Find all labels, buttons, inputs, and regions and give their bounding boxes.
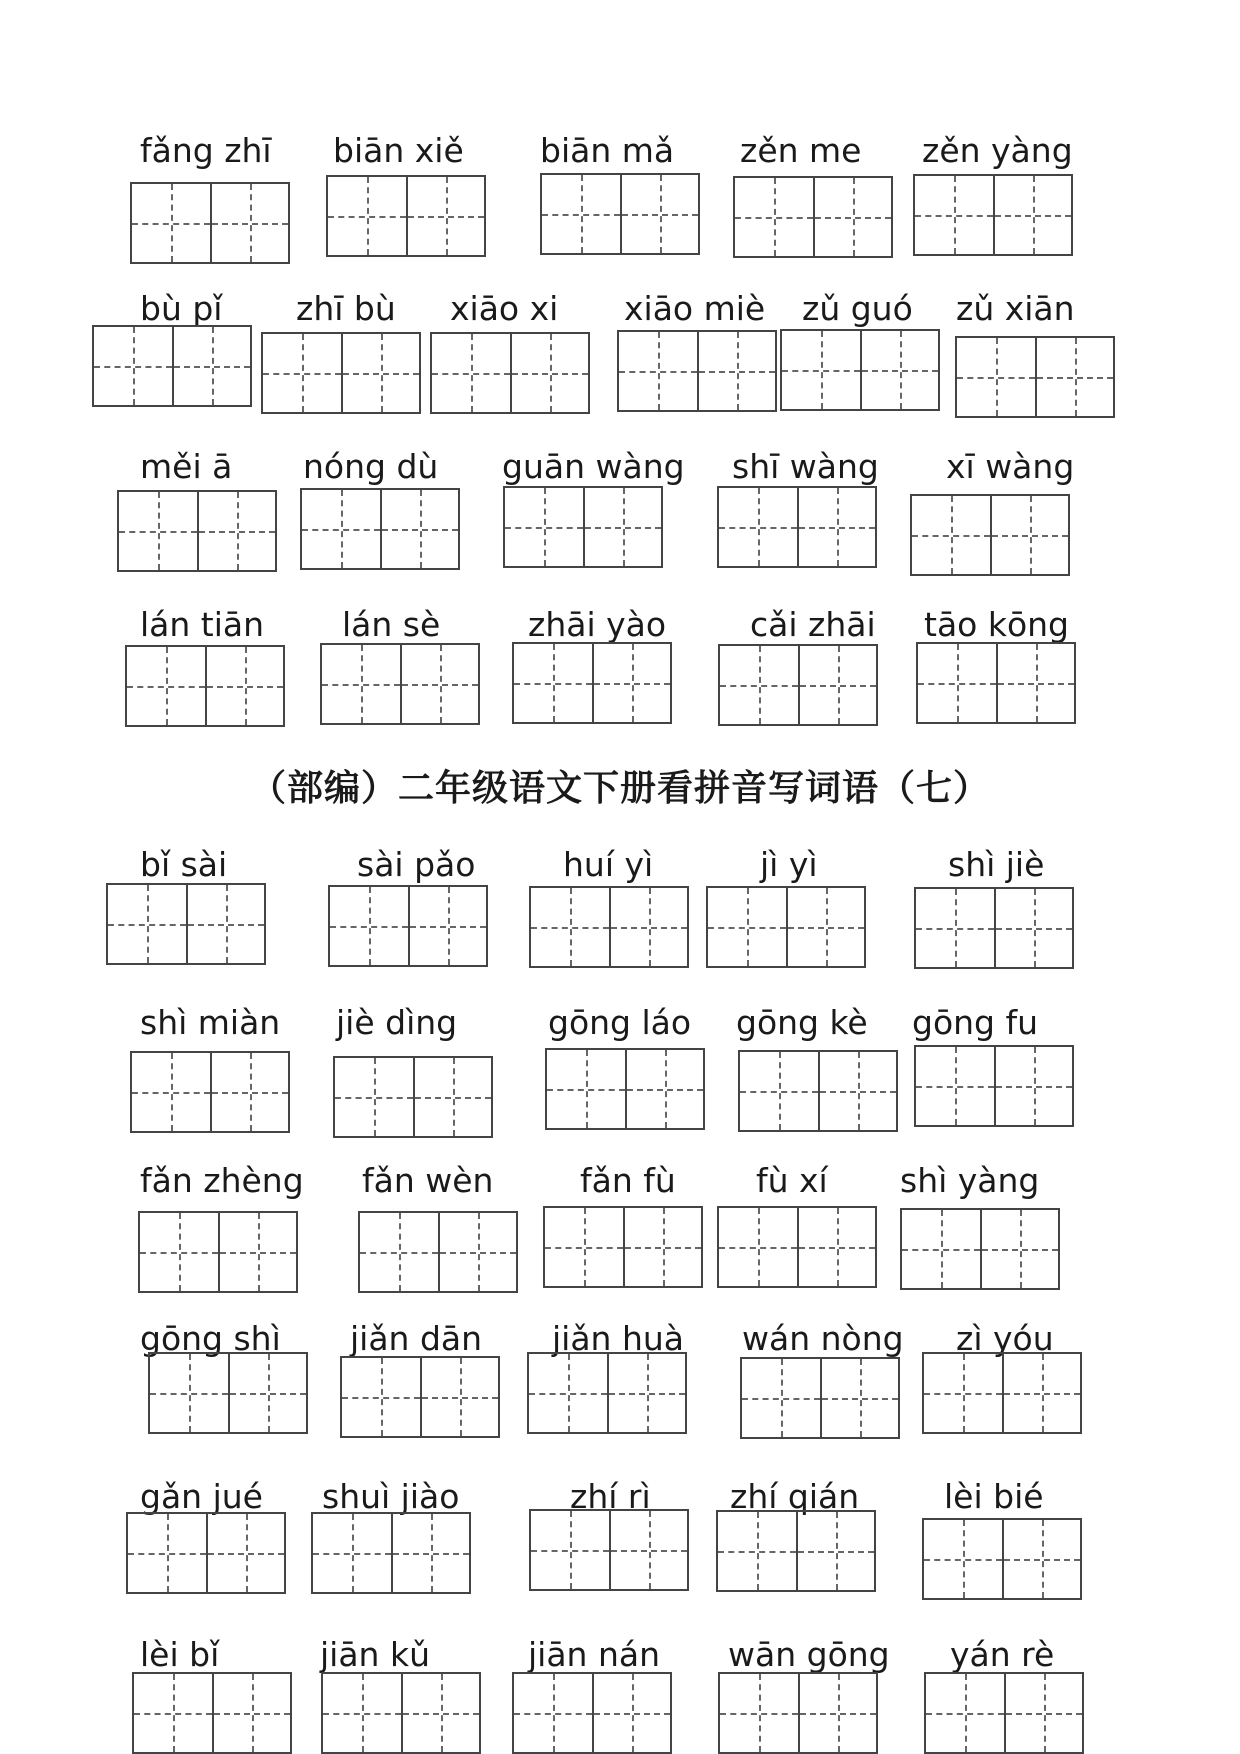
- tian-zi-ge-boxes[interactable]: [300, 488, 460, 570]
- tian-zi-ge-boxes[interactable]: [117, 490, 277, 572]
- tian-zi-ge-boxes[interactable]: [545, 1048, 705, 1130]
- tian-zi-ge-boxes[interactable]: [718, 1672, 878, 1754]
- tian-zi-ge-boxes[interactable]: [716, 1510, 876, 1592]
- pinyin-label: měi ā: [140, 447, 233, 486]
- tian-zi-ge-boxes[interactable]: [617, 330, 777, 412]
- tian-zi-ge-boxes[interactable]: [900, 1208, 1060, 1290]
- pinyin-label: lán sè: [342, 605, 441, 644]
- pinyin-label: lèi bié: [944, 1477, 1044, 1516]
- tian-zi-ge-boxes[interactable]: [503, 486, 663, 568]
- tian-zi-ge-boxes[interactable]: [132, 1672, 292, 1754]
- pinyin-label: zěn me: [740, 131, 862, 170]
- tian-zi-ge-boxes[interactable]: [358, 1211, 518, 1293]
- tian-zi-ge-boxes[interactable]: [326, 175, 486, 257]
- pinyin-label: gōng láo: [548, 1003, 692, 1042]
- pinyin-label: guān wàng: [502, 447, 685, 486]
- section-title: （部编）二年级语文下册看拼音写词语（七）: [249, 768, 990, 809]
- pinyin-label: nóng dù: [303, 447, 439, 486]
- tian-zi-ge-boxes[interactable]: [130, 182, 290, 264]
- tian-zi-ge-boxes[interactable]: [738, 1050, 898, 1132]
- pinyin-label: fǎn zhèng: [140, 1161, 304, 1200]
- tian-zi-ge-boxes[interactable]: [328, 885, 488, 967]
- tian-zi-ge-boxes[interactable]: [740, 1357, 900, 1439]
- pinyin-label: fǎng zhī: [140, 131, 272, 170]
- tian-zi-ge-boxes[interactable]: [733, 176, 893, 258]
- pinyin-label: jiè dìng: [336, 1003, 458, 1042]
- pinyin-label: zhī bù: [296, 289, 396, 328]
- pinyin-label: fù xí: [756, 1161, 828, 1200]
- pinyin-label: zhí rì: [570, 1477, 651, 1516]
- tian-zi-ge-boxes[interactable]: [706, 886, 866, 968]
- tian-zi-ge-boxes[interactable]: [955, 336, 1115, 418]
- tian-zi-ge-boxes[interactable]: [92, 325, 252, 407]
- tian-zi-ge-boxes[interactable]: [126, 1512, 286, 1594]
- pinyin-label: cǎi zhāi: [750, 605, 876, 644]
- pinyin-label: shī wàng: [732, 447, 879, 486]
- tian-zi-ge-boxes[interactable]: [717, 1206, 877, 1288]
- tian-zi-ge-boxes[interactable]: [924, 1672, 1084, 1754]
- pinyin-label: lèi bǐ: [140, 1635, 220, 1674]
- pinyin-label: zhí qián: [730, 1477, 860, 1516]
- pinyin-label: gōng shì: [140, 1319, 281, 1358]
- pinyin-label: jì yì: [760, 845, 818, 884]
- tian-zi-ge-boxes[interactable]: [780, 329, 940, 411]
- pinyin-label: jiān nán: [528, 1635, 661, 1674]
- pinyin-label: xiāo miè: [624, 289, 766, 328]
- tian-zi-ge-boxes[interactable]: [311, 1512, 471, 1594]
- pinyin-label: zǔ guó: [802, 289, 913, 328]
- tian-zi-ge-boxes[interactable]: [529, 1509, 689, 1591]
- tian-zi-ge-boxes[interactable]: [148, 1352, 308, 1434]
- pinyin-label: wán nòng: [742, 1319, 904, 1358]
- pinyin-label: biān xiě: [333, 131, 464, 170]
- tian-zi-ge-boxes[interactable]: [130, 1051, 290, 1133]
- tian-zi-ge-boxes[interactable]: [717, 486, 877, 568]
- pinyin-label: gōng fu: [912, 1003, 1039, 1042]
- tian-zi-ge-boxes[interactable]: [914, 1045, 1074, 1127]
- tian-zi-ge-boxes[interactable]: [512, 1672, 672, 1754]
- pinyin-label: jiǎn dān: [350, 1319, 483, 1358]
- tian-zi-ge-boxes[interactable]: [910, 494, 1070, 576]
- pinyin-label: shì miàn: [140, 1003, 281, 1042]
- pinyin-label: bǐ sài: [140, 845, 228, 884]
- tian-zi-ge-boxes[interactable]: [340, 1356, 500, 1438]
- pinyin-label: zěn yàng: [922, 131, 1073, 170]
- pinyin-label: shì jiè: [948, 845, 1045, 884]
- tian-zi-ge-boxes[interactable]: [718, 644, 878, 726]
- pinyin-label: tāo kōng: [924, 605, 1070, 644]
- tian-zi-ge-boxes[interactable]: [914, 887, 1074, 969]
- pinyin-label: huí yì: [563, 845, 654, 884]
- tian-zi-ge-boxes[interactable]: [916, 642, 1076, 724]
- tian-zi-ge-boxes[interactable]: [922, 1352, 1082, 1434]
- pinyin-label: jiān kǔ: [320, 1635, 430, 1674]
- pinyin-label: xī wàng: [946, 447, 1075, 486]
- pinyin-label: fǎn fù: [580, 1161, 676, 1200]
- tian-zi-ge-boxes[interactable]: [138, 1211, 298, 1293]
- tian-zi-ge-boxes[interactable]: [540, 173, 700, 255]
- pinyin-label: sài pǎo: [357, 845, 476, 884]
- tian-zi-ge-boxes[interactable]: [543, 1206, 703, 1288]
- tian-zi-ge-boxes[interactable]: [321, 1672, 481, 1754]
- pinyin-label: zì yóu: [956, 1319, 1054, 1358]
- pinyin-label: biān mǎ: [540, 131, 675, 170]
- pinyin-label: lán tiān: [140, 605, 265, 644]
- tian-zi-ge-boxes[interactable]: [913, 174, 1073, 256]
- pinyin-label: jiǎn huà: [552, 1319, 685, 1358]
- tian-zi-ge-boxes[interactable]: [320, 643, 480, 725]
- tian-zi-ge-boxes[interactable]: [512, 642, 672, 724]
- pinyin-label: yán rè: [950, 1635, 1055, 1674]
- pinyin-label: bù pǐ: [140, 289, 223, 328]
- pinyin-label: zǔ xiān: [956, 289, 1075, 328]
- tian-zi-ge-boxes[interactable]: [333, 1056, 493, 1138]
- tian-zi-ge-boxes[interactable]: [106, 883, 266, 965]
- tian-zi-ge-boxes[interactable]: [261, 332, 421, 414]
- pinyin-label: xiāo xi: [450, 289, 559, 328]
- tian-zi-ge-boxes[interactable]: [527, 1352, 687, 1434]
- pinyin-label: shì yàng: [900, 1161, 1040, 1200]
- tian-zi-ge-boxes[interactable]: [922, 1518, 1082, 1600]
- pinyin-label: gōng kè: [736, 1003, 868, 1042]
- pinyin-label: wān gōng: [728, 1635, 890, 1674]
- pinyin-label: shuì jiào: [322, 1477, 460, 1516]
- tian-zi-ge-boxes[interactable]: [125, 645, 285, 727]
- pinyin-label: zhāi yào: [528, 605, 667, 644]
- pinyin-label: fǎn wèn: [362, 1161, 494, 1200]
- tian-zi-ge-boxes[interactable]: [529, 886, 689, 968]
- tian-zi-ge-boxes[interactable]: [430, 332, 590, 414]
- pinyin-label: gǎn jué: [140, 1477, 263, 1516]
